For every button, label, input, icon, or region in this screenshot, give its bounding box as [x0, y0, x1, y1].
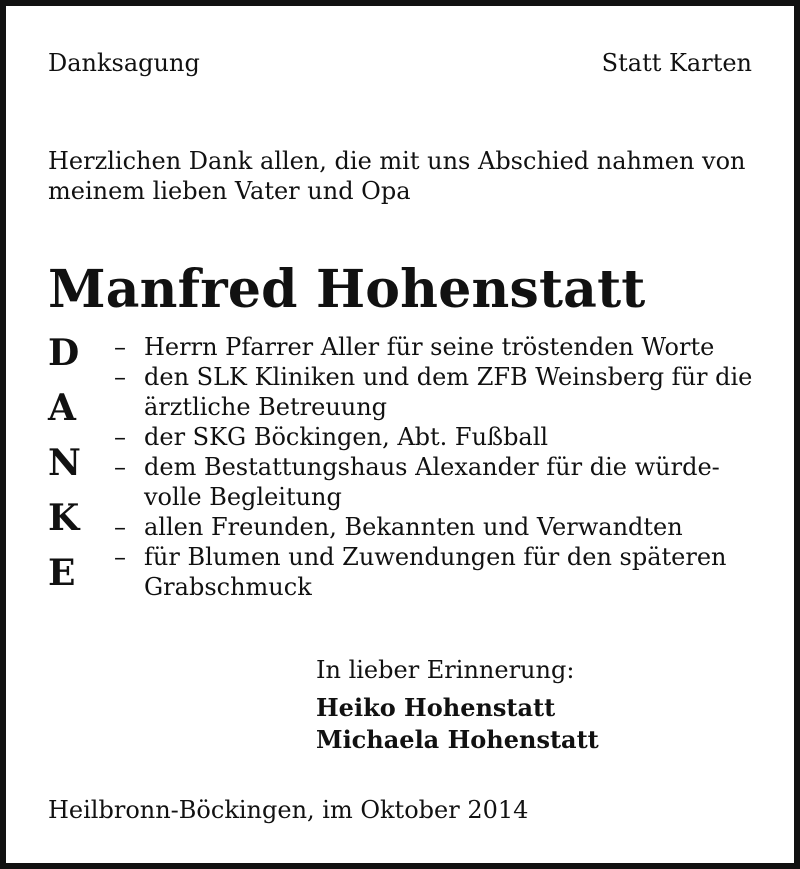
deceased-name: Manfred Hohenstatt [48, 258, 646, 320]
thanks-item-text: dem Bestattungshaus Alexander für die würde- volle Begleitung [144, 453, 720, 511]
dash-marker: – [114, 513, 126, 541]
signature-heiko: Heiko Hohenstatt [316, 693, 556, 722]
thanks-item-text: Herrn Pfarrer Aller für seine tröstenden Worte [144, 333, 715, 361]
dash-marker: – [114, 333, 126, 361]
danke-letter-d: D [48, 332, 80, 374]
danke-letter-k: K [48, 497, 80, 539]
thanks-item-text: der SKG Böckingen, Abt. Fußball [144, 423, 549, 451]
dash-marker: – [114, 543, 126, 571]
thanks-item [114, 542, 774, 602]
signature-michaela: Michaela Hohenstatt [316, 725, 599, 754]
dash-marker: – [114, 363, 126, 391]
danke-letter-e: E [48, 552, 76, 594]
signatures [316, 692, 599, 756]
danke-letter-n: N [48, 442, 81, 484]
dash-marker: – [114, 453, 126, 481]
notice-heading-right: Statt Karten [601, 49, 752, 77]
thanks-item [114, 332, 774, 362]
thanks-item-text: allen Freunden, Bekannten und Verwandten [144, 513, 683, 541]
thanks-item-text: den SLK Kliniken und dem ZFB Weinsberg für die ärztliche Betreuung [144, 363, 753, 421]
thanks-item [114, 362, 774, 422]
memory-line: In lieber Erinnerung: [316, 656, 575, 684]
dash-marker: – [114, 423, 126, 451]
thanks-item [114, 452, 774, 512]
thanks-item [114, 422, 774, 452]
danke-letter-a: A [48, 387, 76, 429]
place-date: Heilbronn-Böckingen, im Oktober 2014 [48, 796, 529, 824]
danke-vertical-word [48, 332, 83, 607]
intro-text: Herzlichen Dank allen, die mit uns Abschied nahmen von meinem lieben Vater und Opa [48, 147, 746, 205]
notice-heading-left: Danksagung [48, 49, 200, 77]
thanks-item [114, 512, 774, 542]
thanks-list [114, 332, 774, 602]
thanks-item-text: für Blumen und Zuwendungen für den späteren Grabschmuck [144, 543, 727, 601]
